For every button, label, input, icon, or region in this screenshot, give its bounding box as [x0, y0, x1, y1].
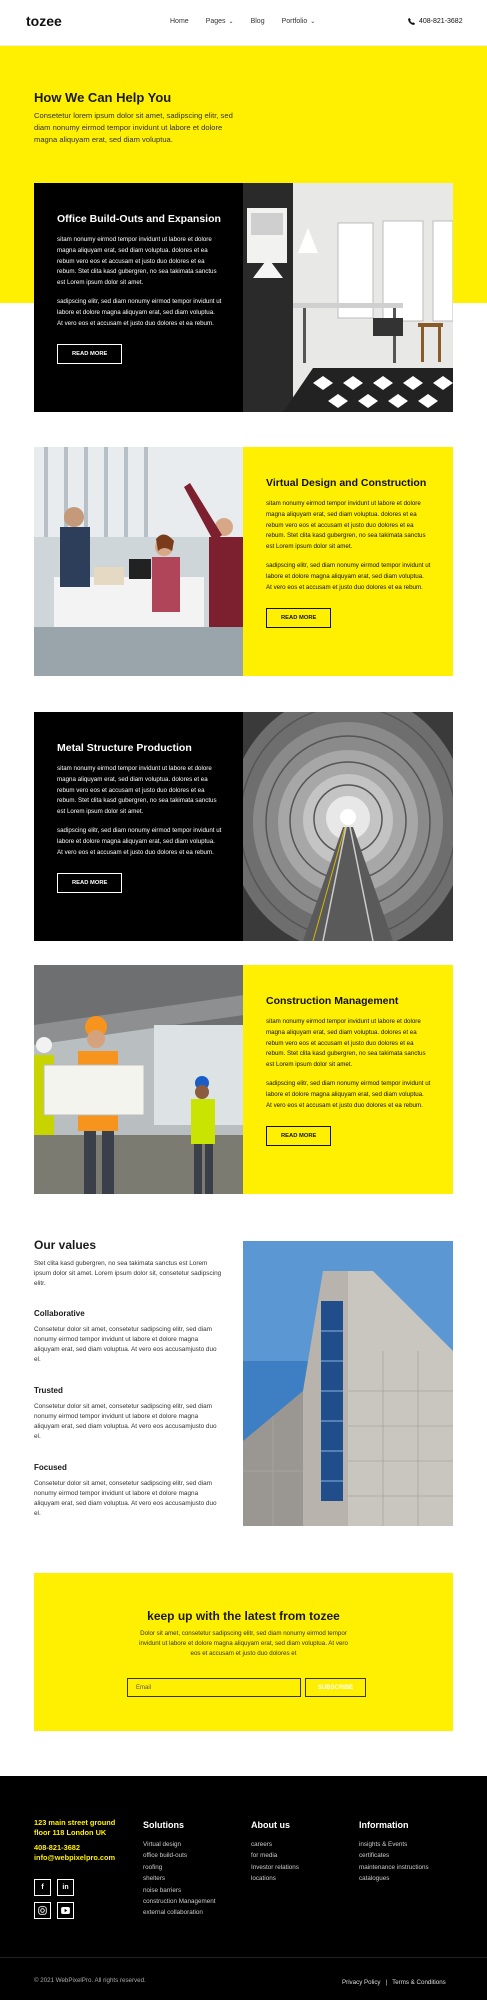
chevron-down-icon: ⌄: [310, 19, 316, 25]
instagram-icon[interactable]: [34, 1902, 51, 1919]
service-paragraph: sadipscing elitr, sed diam nonumy eirmod tempor invidunt ut labore et dolore magna aliquyam erat, sed diam voluptua. At vero eos et accusam et justo duo dolores et ea rebum.: [266, 1079, 431, 1109]
nav-link-label: Home: [170, 18, 189, 25]
footer-column-title: Information: [359, 1820, 409, 1830]
value-item: [34, 1463, 224, 1519]
footer-link[interactable]: Virtual design: [143, 1841, 182, 1848]
values-title: Our values: [34, 1238, 97, 1252]
hero-subtitle: Consetetur lorem ipsum dolor sit amet, sadipscing elitr, sed diam nonumy eirmod tempor invidunt ut labore et dolore magna aliquyam erat, sed diam voluptua.: [34, 111, 233, 144]
footer-link[interactable]: certificates: [359, 1852, 390, 1860]
footer-phone[interactable]: 408-821-3682: [34, 1843, 81, 1852]
read-more-button[interactable]: READ MORE: [57, 344, 122, 364]
site-footer: [0, 1776, 487, 2000]
service-text-panel: [243, 447, 453, 676]
tunnel-photo: [243, 712, 453, 941]
our-values-section: [34, 1238, 224, 1540]
footer-link[interactable]: noise barriers: [143, 1886, 182, 1894]
nav-link-home[interactable]: [170, 18, 189, 25]
footer-link[interactable]: roofing: [143, 1863, 163, 1871]
header-phone-number: 408-821-3682: [419, 18, 463, 25]
privacy-policy-link[interactable]: Privacy Policy: [342, 1979, 381, 1986]
footer-link[interactable]: construction Management: [143, 1898, 216, 1906]
value-item: [34, 1386, 224, 1442]
service-paragraph: sadipscing elitr, sed diam nonumy eirmod tempor invidunt ut labore et dolore magna aliquyam erat, sed diam voluptua. At vero eos et accusam et justo duo dolores et ea rebum.: [57, 826, 222, 856]
value-text: Consetetur dolor sit amet, consetetur sadipscing elitr, sed diam nonumy eirmod tempor invidunt ut labore et dolore magna aliquyam erat, sed diam voluptua. At vero eos accusamjusto duo el.: [34, 1480, 217, 1517]
value-text: Consetetur dolor sit amet, consetetur sadipscing elitr, sed diam nonumy eirmod tempor invidunt ut labore et dolore magna aliquyam erat, sed diam voluptua. At vero eos accusamjusto duo el.: [34, 1326, 217, 1363]
nav-link-label: Blog: [250, 18, 265, 25]
hero-title: How We Can Help You: [34, 90, 172, 105]
footer-link[interactable]: for media: [251, 1852, 278, 1860]
separator: |: [385, 1979, 388, 1986]
footer-link[interactable]: maintenance instructions: [359, 1863, 429, 1871]
newsletter-title: keep up with the latest from tozee: [147, 1609, 340, 1623]
footer-bottom-bar: [0, 1957, 487, 2000]
nav-link-portfolio[interactable]: [282, 18, 316, 25]
footer-link[interactable]: catalogues: [359, 1875, 390, 1883]
footer-column-information: [359, 1820, 429, 1885]
service-title: Office Build-Outs and Expansion: [57, 213, 221, 225]
service-card-metal-structure: [34, 712, 453, 941]
read-more-button[interactable]: READ MORE: [266, 1126, 331, 1146]
footer-email[interactable]: info@webpixelpro.com: [34, 1853, 116, 1862]
linkedin-icon[interactable]: in: [57, 1879, 74, 1896]
read-more-button[interactable]: READ MORE: [57, 873, 122, 893]
service-paragraph: sitam nonumy eirmod tempor invidunt ut labore et dolore magna aliquyam erat, sed diam voluptua. dolores et ea rebum vero eos et accusam et justo duo dolores et ea rebum. Stet clita kasd gubergren, no sea takimata sanctus est Lorem ipsum dolor sit amet.: [57, 236, 217, 287]
value-item: [34, 1309, 224, 1365]
social-links: [34, 1879, 94, 1919]
footer-link[interactable]: insights & Events: [359, 1841, 408, 1848]
value-title: Collaborative: [34, 1309, 85, 1318]
service-title: Construction Management: [266, 995, 399, 1007]
main-menu: [170, 18, 315, 25]
value-title: Focused: [34, 1463, 67, 1472]
footer-link[interactable]: careers: [251, 1841, 272, 1848]
nav-link-label: Portfolio: [281, 18, 308, 25]
email-input[interactable]: [127, 1678, 301, 1697]
service-title: Virtual Design and Construction: [266, 477, 427, 489]
service-card-construction-management: [34, 965, 453, 1194]
address-line: 123 main street ground: [34, 1818, 116, 1827]
service-card-virtual-design: [34, 447, 453, 676]
footer-link[interactable]: office build-outs: [143, 1852, 187, 1860]
newsletter-text: Dolor sit amet, consetetur sadipscing elitr, sed diam nonumy eirmod tempor invidunt ut labore et dolore magna aliquyam erat, sed diam voluptua. At vero eos et accusam et justo duo dolores et: [139, 1630, 348, 1657]
value-text: Consetetur dolor sit amet, consetetur sadipscing elitr, sed diam nonumy eirmod tempor invidunt ut labore et dolore magna aliquyam erat, sed diam voluptua. At vero eos accusamjusto duo el.: [34, 1403, 217, 1440]
legal-links: [342, 1979, 446, 1986]
newsletter-form: [127, 1678, 366, 1697]
service-text-panel: [34, 712, 244, 941]
value-title: Trusted: [34, 1386, 63, 1395]
footer-link[interactable]: Investor relations: [251, 1863, 299, 1871]
service-paragraph: sitam nonumy eirmod tempor invidunt ut labore et dolore magna aliquyam erat, sed diam voluptua. dolores et ea rebum vero eos et accusam et justo duo dolores et ea rebum. Stet clita kasd gubergren, no sea takimata sanctus est Lorem ipsum dolor sit amet.: [266, 500, 426, 551]
facebook-icon[interactable]: f: [34, 1879, 51, 1896]
footer-column-title: About us: [251, 1820, 290, 1830]
service-card-office-buildouts: [34, 183, 453, 412]
service-text-panel: [243, 965, 453, 1194]
nav-link-label: Pages: [205, 18, 226, 25]
service-paragraph: sitam nonumy eirmod tempor invidunt ut labore et dolore magna aliquyam erat, sed diam voluptua. dolores et ea rebum vero eos et accusam et justo duo dolores et ea rebum. Stet clita kasd gubergren, no sea takimata sanctus est Lorem ipsum dolor sit amet.: [266, 1018, 426, 1069]
construction-workers-photo: [34, 965, 244, 1194]
office-interior-photo: [243, 183, 453, 412]
nav-link-blog[interactable]: [251, 18, 265, 25]
footer-column-solutions: [143, 1820, 215, 1919]
newsletter-section: [34, 1573, 453, 1731]
copyright-text: © 2021 WebPixelPro. All rights reserved.: [34, 1977, 146, 1984]
footer-column-title: Solutions: [143, 1820, 184, 1830]
read-more-button[interactable]: READ MORE: [266, 608, 331, 628]
footer-contact: [34, 1818, 115, 1863]
email-placeholder: Email: [136, 1684, 152, 1691]
phone-icon: [408, 18, 415, 25]
chevron-down-icon: ⌄: [228, 19, 234, 25]
address-line: floor 118 London UK: [34, 1828, 107, 1837]
site-logo[interactable]: tozee: [26, 13, 62, 29]
terms-link[interactable]: Terms & Conditions: [392, 1979, 446, 1986]
top-navigation: [0, 0, 487, 46]
header-phone[interactable]: [408, 18, 463, 25]
modern-building-photo: [243, 1241, 453, 1526]
footer-link[interactable]: shelters: [143, 1875, 166, 1883]
service-title: Metal Structure Production: [57, 742, 192, 754]
service-paragraph: sadipscing elitr, sed diam nonumy eirmod tempor invidunt ut labore et dolore magna aliquyam erat, sed diam voluptua. At vero eos et accusam et justo duo dolores et ea rebum.: [57, 297, 222, 327]
service-text-panel: [34, 183, 244, 412]
subscribe-button[interactable]: SUBSCRIBE: [305, 1678, 366, 1697]
footer-column-about: [251, 1820, 299, 1885]
service-paragraph: sadipscing elitr, sed diam nonumy eirmod tempor invidunt ut labore et dolore magna aliquyam erat, sed diam voluptua. At vero eos et accusam et justo duo dolores et ea rebum.: [266, 561, 431, 591]
nav-link-pages[interactable]: [206, 18, 234, 25]
service-paragraph: sitam nonumy eirmod tempor invidunt ut labore et dolore magna aliquyam erat, sed diam voluptua. dolores et ea rebum vero eos et accusam et justo duo dolores et ea rebum. Stet clita kasd gubergren, no sea takimata sanctus est Lorem ipsum dolor sit amet.: [57, 765, 217, 816]
youtube-icon[interactable]: [57, 1902, 74, 1919]
values-intro: Stet clita kasd gubergren, no sea takimata sanctus est Lorem ipsum dolor sit amet. Lorem ipsum dolor sit, consetetur sadipscing elitr.: [34, 1260, 222, 1287]
footer-link[interactable]: locations: [251, 1875, 276, 1883]
footer-link[interactable]: external collaboration: [143, 1909, 203, 1917]
team-meeting-photo: [34, 447, 244, 676]
